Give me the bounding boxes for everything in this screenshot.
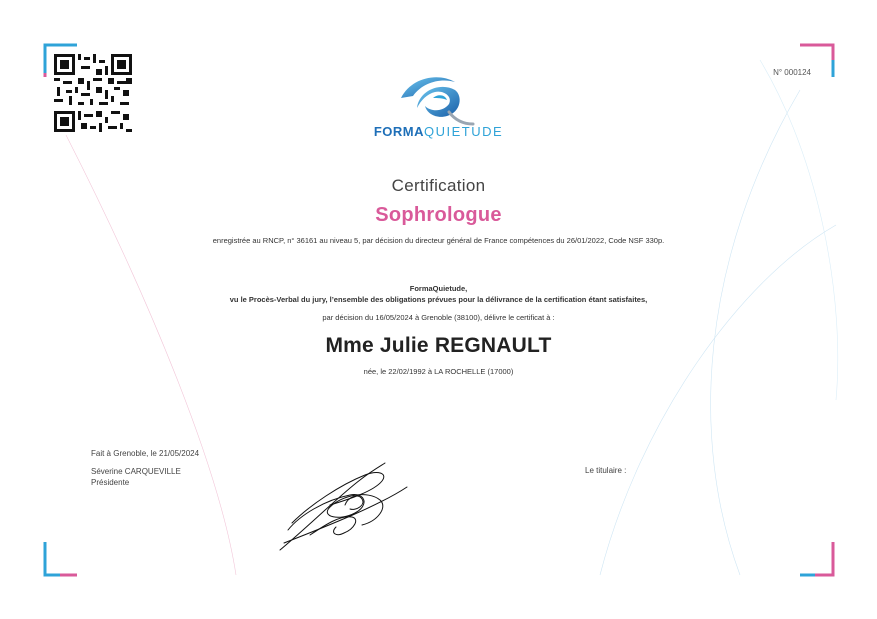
- corner-bottom-left: [45, 542, 77, 575]
- registration-text: enregistrée au RNCP, n° 36161 au niveau 5, par décision du directeur général de France compétences du 26/01/2022, Code NSF 330p.: [212, 236, 665, 245]
- certification-title: Sophrologue: [375, 204, 502, 226]
- brand-part-2: QUIETUDE: [424, 124, 504, 139]
- certificate-number: N° 000124: [773, 68, 811, 77]
- holder-signature-label: Le titulaire :: [585, 466, 627, 475]
- birth-info: née, le 22/02/1992 à LA ROCHELLE (17000): [363, 367, 514, 376]
- brand-wordmark: [0, 124, 877, 139]
- place-date: Fait à Grenoble, le 21/05/2024: [91, 449, 200, 458]
- decision-text: par décision du 16/05/2024 à Grenoble (38100), délivre le certificat à :: [322, 313, 555, 322]
- qr-code-icon: [54, 54, 132, 132]
- corner-bottom-right: [800, 542, 833, 575]
- holder-name: Mme Julie REGNAULT: [325, 334, 552, 357]
- certification-label: Certification: [391, 176, 486, 195]
- formaquietude-logo-icon: [397, 68, 483, 130]
- brand-part-1: FORMA: [373, 124, 424, 139]
- issuer-name: FormaQuietude,: [409, 284, 468, 293]
- signatory-role: Présidente: [91, 478, 130, 487]
- signature-image: [270, 455, 415, 557]
- jury-statement: vu le Procès-Verbal du jury, l’ensemble des obligations prévues pour la délivrance de la certification étant satisfaites,: [229, 295, 648, 304]
- signatory-name: Séverine CARQUEVILLE: [91, 467, 181, 476]
